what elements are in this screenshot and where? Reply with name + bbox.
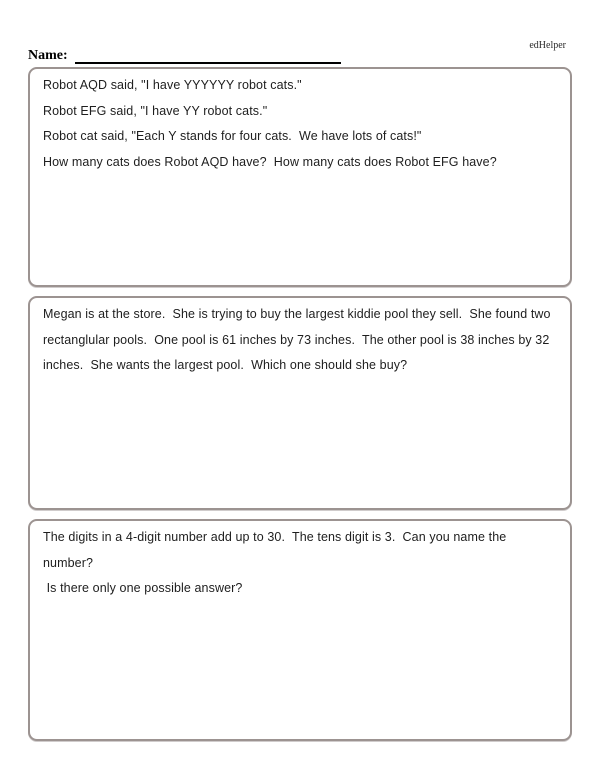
problem-line: Robot EFG said, "I have YY robot cats." bbox=[43, 103, 268, 118]
name-row bbox=[28, 48, 341, 64]
problem-line: Robot cat said, "Each Y stands for four cats. We have lots of cats!" bbox=[43, 129, 422, 143]
problem-line: Robot AQD said, "I have YYYYYY robot cats." bbox=[43, 78, 302, 92]
problem-box-1 bbox=[28, 67, 572, 287]
problem-box-2 bbox=[28, 296, 572, 510]
problem-line: inches. She wants the largest pool. Which one should she buy? bbox=[43, 358, 408, 372]
problem-line: rectanglular pools. One pool is 61 inches by 73 inches. The other pool is 38 inches by 32 bbox=[43, 332, 550, 347]
problem-line: The digits in a 4-digit number add up to 30. The tens digit is 3. Can you name the number? bbox=[43, 530, 510, 570]
problem-line: How many cats does Robot AQD have? How many cats does Robot EFG have? bbox=[43, 154, 497, 169]
name-blank-line bbox=[75, 49, 341, 64]
problem-box-3 bbox=[28, 519, 572, 741]
problem-line: Is there only one possible answer? bbox=[43, 581, 243, 595]
edhelper-brand-text: edHelper bbox=[529, 40, 566, 51]
name-label: Name: bbox=[28, 48, 68, 63]
problem-line: Megan is at the store. She is trying to buy the largest kiddie pool they sell. She found two bbox=[43, 307, 551, 321]
